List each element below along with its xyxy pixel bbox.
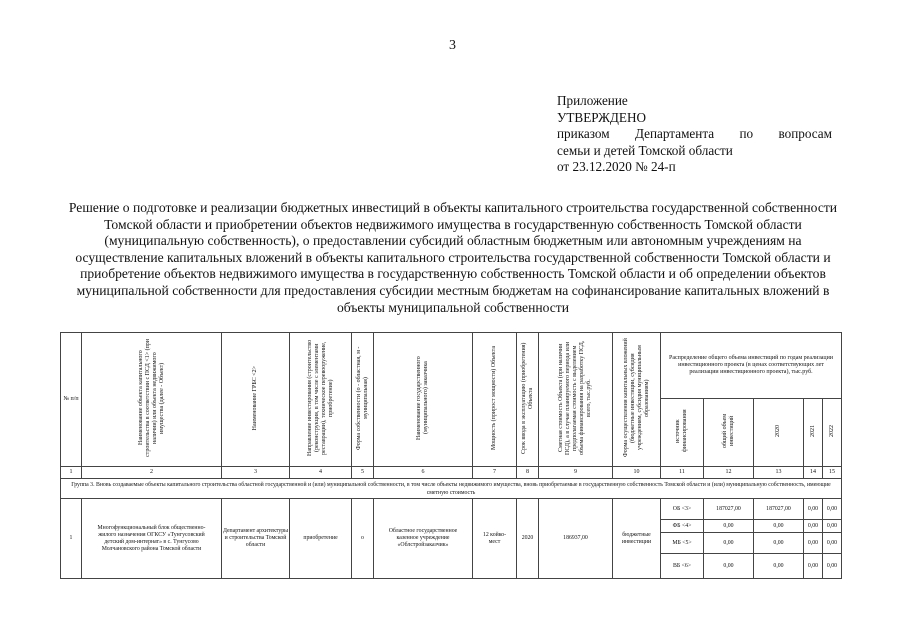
column-number-row	[61, 467, 842, 479]
header-2020: 2020	[775, 425, 781, 437]
col-num: 7	[473, 467, 517, 479]
group-description: Группа 3. Вновь создаваемые объекты капитального строительства областной государственной и (или) муниципальной собственности, в том числе объекты недвижимого имущества, вновь приобретаемые в государственную собственность Томской области и (или) муниципальную собственность, имеющие сметную стоимость	[61, 479, 842, 499]
header-cost: Сметная стоимость Объекта (при наличии ПСД), а в случае планируемого периода или предполагаемая стоимость с выделением объема финансирования на разработку ПСД, всего, тыс.руб.	[558, 340, 592, 456]
row-customer: Областное государственное казенное учреждение «Облстройзаказчик»	[374, 499, 473, 579]
fin-source: ОБ <3>	[661, 499, 704, 520]
col-num: 12	[704, 467, 754, 479]
header-num: № п/п	[61, 333, 82, 467]
fin-total: 187027,00	[704, 499, 754, 520]
fin-2021: 0,00	[804, 520, 823, 533]
header-direction: Направление инвестирования (строительство (реконструкция, в том числе с элементами реставрации), техническое перевооружение, приобретение)	[306, 339, 334, 457]
fin-2020: 0,00	[754, 520, 804, 533]
header-source: источник финансирования	[675, 409, 688, 453]
fin-total: 0,00	[704, 554, 754, 579]
row-ownership: о	[352, 499, 374, 579]
header-ownership: Форма собственности (о - областная, м - муниципальная)	[355, 346, 369, 450]
header-capacity: Мощность (прирост мощности) Объекта	[491, 345, 497, 450]
document-title: Решение о подготовке и реализации бюджетных инвестиций в объекты капитального строительства государственной собственности Томской области и приобретении объектов недвижимого имущества в государственную собственность Томской области (муниципальную собственность), о предоставлении субсидий областным бюджетным или автономным учреждениям на осуществление капитальных вложений в объекты капитального строительства государственной собственности Томской области и приобретение объектов недвижимого имущества в государственную собственность Томской области и об определении объектов муниципальной собственности для предоставления субсидии местным бюджетам на софинансирование капитальных вложений в объекты муниципальной собственности	[68, 200, 838, 315]
row-object: Многофункциональный блок общественно-жилого назначения ОГКСУ «Тунгусовский детский дом-интернат» в с. Тунгусово Молчановского района Томской области	[82, 499, 222, 579]
fin-2022: 0,00	[823, 533, 842, 554]
col-num: 6	[374, 467, 473, 479]
fin-2022: 0,00	[823, 520, 842, 533]
fin-total: 0,00	[704, 533, 754, 554]
header-2021: 2021	[809, 425, 816, 437]
header-object: Наименование объекта капитального строительства в соответствии с ПСД <1> (при наличии) или объекта недвижимого имущества (далее - Объект)	[137, 339, 165, 458]
row-year: 2020	[517, 499, 539, 579]
col-num: 2	[82, 467, 222, 479]
header-2022: 2022	[828, 425, 835, 437]
col-num: 5	[352, 467, 374, 479]
header-grbs: Наименование ГРБС <2>	[252, 365, 258, 431]
col-num: 13	[754, 467, 804, 479]
approval-order: приказом Департамента по вопросам	[557, 126, 832, 142]
fin-2021: 0,00	[804, 554, 823, 579]
col-num: 10	[613, 467, 661, 479]
header-total: общий объем инвестиций	[721, 413, 735, 449]
col-num: 15	[823, 467, 842, 479]
row-capacity: 12 койко-мест	[473, 499, 517, 579]
header-form: Форма осуществления капитальных вложений (бюджетные инвестиции, субсидия учреждениям, субсидия муниципальным образованиям)	[622, 338, 650, 458]
group-row	[61, 479, 842, 499]
fin-2022: 0,00	[823, 499, 842, 520]
approval-appendix: Приложение	[557, 93, 628, 108]
row-number: 1	[61, 499, 82, 579]
col-num: 9	[539, 467, 613, 479]
col-num: 11	[661, 467, 704, 479]
approval-approved: УТВЕРЖДЕНО	[557, 109, 647, 125]
approval-date: от 23.12.2020 № 24-п	[557, 159, 676, 175]
header-distribution: Распределение общего объема инвестиций по годам реализации инвестиционного проекта (в ценах соответствующих лет реализации инвестиционного проекта), тыс.руб.	[661, 333, 842, 399]
fin-2021: 0,00	[804, 533, 823, 554]
header-customer: Наименование государственного (муниципального) заказчика	[416, 356, 429, 440]
investment-table	[60, 332, 842, 579]
fin-2021: 0,00	[804, 499, 823, 520]
col-num: 3	[222, 467, 290, 479]
fin-2020: 0,00	[754, 554, 804, 579]
col-num: 8	[517, 467, 539, 479]
header-year: Срок ввода в эксплуатацию (приобретения) Объекта	[520, 342, 534, 454]
fin-source: ФБ <4>	[661, 520, 704, 533]
row-direction: приобретение	[290, 499, 352, 579]
col-num: 1	[61, 467, 82, 479]
col-num: 4	[290, 467, 352, 479]
row-form: бюджетные инвестиции	[613, 499, 661, 579]
header-row-1	[61, 333, 842, 399]
fin-total: 0,00	[704, 520, 754, 533]
fin-source: МБ <5>	[661, 533, 704, 554]
row-grbs: Департамент архитектуры и строительства Томской области	[222, 499, 290, 579]
fin-2020: 0,00	[754, 533, 804, 554]
data-row	[61, 499, 842, 520]
col-num: 14	[804, 467, 823, 479]
fin-2022: 0,00	[823, 554, 842, 579]
row-cost: 186937,00	[539, 499, 613, 579]
fin-source: ВБ <6>	[661, 554, 704, 579]
approval-block	[557, 93, 832, 176]
approval-department: семьи и детей Томской области	[557, 142, 733, 158]
page-number: 3	[449, 38, 456, 53]
fin-2020: 187027,00	[754, 499, 804, 520]
